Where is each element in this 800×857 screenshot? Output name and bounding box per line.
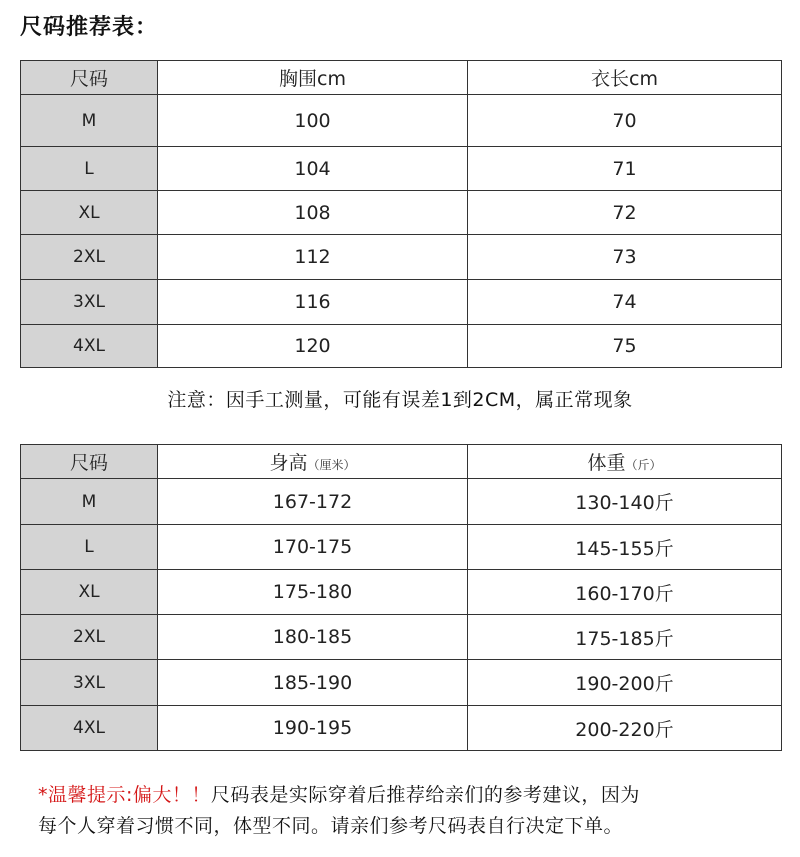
page-title: 尺码推荐表： — [20, 15, 159, 40]
height-value: 175-180 — [158, 570, 468, 615]
height-value: 185-190 — [158, 660, 468, 706]
size-label: 2XL — [21, 235, 158, 280]
table-row — [21, 479, 782, 525]
measurement-note: 注意：因手工测量，可能有误差1到2CM，属正常现象 — [167, 389, 633, 411]
length-value: 70 — [468, 95, 782, 147]
header-chest: 胸围cm — [158, 61, 468, 95]
size-label: 3XL — [21, 280, 158, 325]
length-value: 72 — [468, 191, 782, 235]
size-label: 4XL — [21, 325, 158, 368]
chest-value: 120 — [158, 325, 468, 368]
size-label: 3XL — [21, 660, 158, 706]
weight-value: 200-220斤 — [468, 706, 782, 751]
chest-value: 116 — [158, 280, 468, 325]
chest-value: 108 — [158, 191, 468, 235]
size-label: 4XL — [21, 706, 158, 751]
weight-value: 145-155斤 — [468, 525, 782, 570]
header-size: 尺码 — [21, 445, 158, 479]
table-row — [21, 525, 782, 570]
table-row — [21, 706, 782, 751]
tip-label: 温馨提示: — [48, 784, 133, 806]
header-weight — [468, 445, 782, 479]
recommendation-table — [20, 444, 782, 751]
weight-value: 175-185斤 — [468, 615, 782, 660]
measurement-table — [20, 60, 782, 368]
header-height-unit: （厘米） — [307, 458, 356, 472]
header-size: 尺码 — [21, 61, 158, 95]
table-header-row — [21, 61, 782, 95]
table-row — [21, 95, 782, 147]
chest-value: 100 — [158, 95, 468, 147]
size-label: M — [21, 95, 158, 147]
header-height — [158, 445, 468, 479]
length-value: 75 — [468, 325, 782, 368]
warm-tip — [38, 780, 788, 842]
table-row — [21, 191, 782, 235]
size-label: 2XL — [21, 615, 158, 660]
table-row — [21, 280, 782, 325]
size-label: XL — [21, 191, 158, 235]
size-label: XL — [21, 570, 158, 615]
table-row — [21, 570, 782, 615]
table-row — [21, 615, 782, 660]
length-value: 74 — [468, 280, 782, 325]
tip-emphasis: 偏大！！ — [132, 784, 211, 806]
table-row — [21, 147, 782, 191]
table-header-row — [21, 445, 782, 479]
header-height-label: 身高 — [269, 452, 308, 474]
height-value: 180-185 — [158, 615, 468, 660]
length-value: 73 — [468, 235, 782, 280]
header-weight-unit: （斤） — [625, 458, 662, 472]
chest-value: 104 — [158, 147, 468, 191]
tip-star: * — [38, 784, 48, 806]
height-value: 190-195 — [158, 706, 468, 751]
header-length: 衣长cm — [468, 61, 782, 95]
table-row — [21, 235, 782, 280]
tip-line-1 — [38, 780, 788, 811]
table-row — [21, 325, 782, 368]
height-value: 167-172 — [158, 479, 468, 525]
weight-value: 190-200斤 — [468, 660, 782, 706]
table-row — [21, 660, 782, 706]
size-label: L — [21, 147, 158, 191]
tip-line-2: 每个人穿着习惯不同，体型不同。请亲们参考尺码表自行决定下单。 — [38, 815, 624, 837]
tip-text-1: 尺码表是实际穿着后推荐给亲们的参考建议，因为 — [210, 784, 640, 806]
length-value: 71 — [468, 147, 782, 191]
size-label: M — [21, 479, 158, 525]
size-label: L — [21, 525, 158, 570]
weight-value: 160-170斤 — [468, 570, 782, 615]
header-weight-label: 体重 — [587, 452, 626, 474]
height-value: 170-175 — [158, 525, 468, 570]
weight-value: 130-140斤 — [468, 479, 782, 525]
chest-value: 112 — [158, 235, 468, 280]
